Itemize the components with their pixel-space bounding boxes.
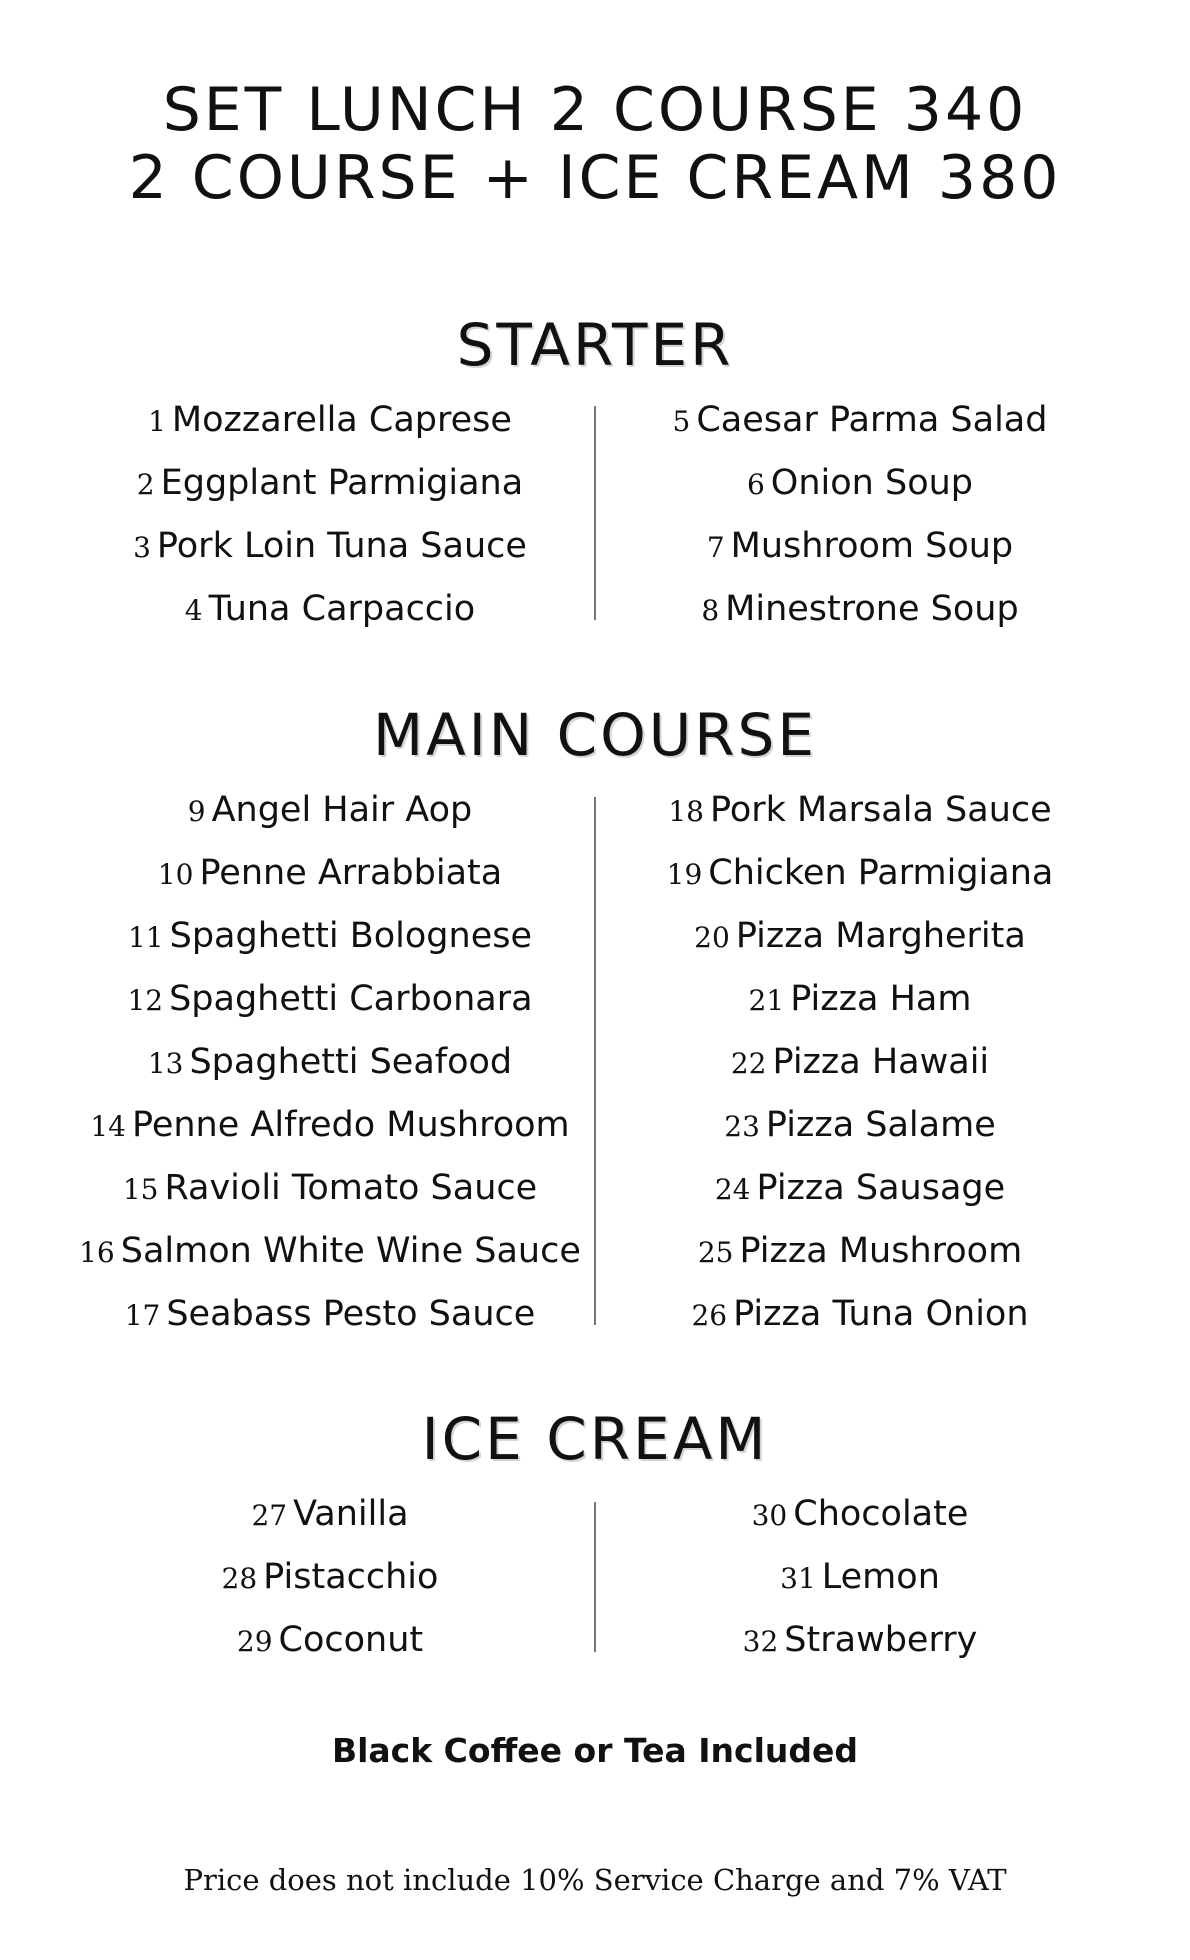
menu-item: [595, 1609, 1125, 1672]
menu-item: [65, 905, 595, 968]
menu-item-name: Spaghetti Seafood: [189, 1042, 513, 1082]
menu-item: [65, 515, 595, 578]
starter-list-left: [65, 389, 595, 641]
menu-item: [65, 1283, 595, 1346]
menu-item-name: Pizza Salame: [765, 1105, 996, 1145]
menu-item-number: 24: [714, 1173, 751, 1206]
menu-item-number: 29: [236, 1625, 273, 1658]
menu-item: [65, 389, 595, 452]
menu-item-number: 25: [697, 1236, 734, 1269]
menu-item-number: 15: [122, 1173, 159, 1206]
menu-item-number: 1: [148, 405, 166, 438]
menu-item-name: Coconut: [278, 1620, 424, 1660]
main-course-heading: MAIN COURSE: [372, 701, 817, 769]
menu-item-name: Minestrone Soup: [725, 589, 1019, 629]
menu-item-number: 8: [701, 594, 720, 627]
menu-item-number: 14: [90, 1110, 126, 1143]
menu-item-number: 4: [184, 594, 203, 627]
menu-item: [65, 578, 595, 641]
menu-item: [595, 578, 1125, 641]
menu-item-name: Lemon: [821, 1557, 940, 1597]
menu-item-name: Penne Arrabbiata: [199, 853, 503, 893]
set-lunch-price-line-2: 2 COURSE + ICE CREAM 380: [128, 143, 1062, 213]
menu-item-number: 13: [147, 1047, 184, 1080]
price-footnote: Price does not include 10% Service Charge and 7% VAT: [183, 1863, 1007, 1897]
starter-list-right: [595, 389, 1125, 641]
menu-item-name: Onion Soup: [770, 463, 974, 503]
menu-item-name: Pizza Tuna Onion: [733, 1294, 1029, 1334]
starter-heading: STARTER: [456, 311, 734, 379]
menu-item-number: 6: [746, 468, 765, 501]
menu-item-name: Pork Loin Tuna Sauce: [156, 526, 527, 566]
menu-item: [65, 968, 595, 1031]
ice-cream-list-right: [595, 1483, 1125, 1672]
menu-item: [65, 842, 595, 905]
menu-item-name: Ravioli Tomato Sauce: [164, 1168, 538, 1208]
menu-item-number: 28: [221, 1562, 258, 1595]
beverage-included-note: Black Coffee or Tea Included: [331, 1731, 859, 1770]
menu-item-name: Caesar Parma Salad: [696, 400, 1048, 440]
menu-item-name: Eggplant Parmigiana: [160, 463, 524, 503]
menu-item: [595, 515, 1125, 578]
menu-item: [595, 842, 1125, 905]
menu-item: [65, 779, 595, 842]
menu-item: [65, 1483, 595, 1546]
menu-item: [595, 1031, 1125, 1094]
main-course-list-left: [65, 779, 595, 1346]
menu-item-name: Pizza Ham: [790, 979, 972, 1019]
ice-cream-heading: ICE CREAM: [421, 1405, 769, 1473]
menu-item-name: Chicken Parmigiana: [708, 853, 1054, 893]
menu-item-number: 17: [124, 1299, 161, 1332]
menu-item-name: Spaghetti Carbonara: [169, 979, 533, 1019]
menu-item-number: 9: [187, 795, 206, 828]
menu-item-name: Pizza Sausage: [756, 1168, 1006, 1208]
menu-item: [595, 1283, 1125, 1346]
menu-item: [65, 1609, 595, 1672]
menu-item-number: 3: [133, 531, 151, 564]
menu-item-name: Angel Hair Aop: [211, 790, 473, 830]
set-lunch-price-line-1: SET LUNCH 2 COURSE 340: [162, 75, 1028, 145]
menu-item: [595, 1220, 1125, 1283]
menu-item-name: Seabass Pesto Sauce: [166, 1294, 536, 1334]
menu-item-name: Pizza Hawaii: [772, 1042, 990, 1082]
menu-item-name: Pizza Margherita: [735, 916, 1026, 956]
menu-item-name: Vanilla: [293, 1494, 409, 1534]
menu-item-name: Spaghetti Bolognese: [169, 916, 532, 956]
menu-item-name: Tuna Carpaccio: [208, 589, 476, 629]
menu-item: [65, 1157, 595, 1220]
menu-item-number: 23: [724, 1110, 760, 1143]
menu-item-number: 10: [157, 858, 194, 891]
menu-item-number: 18: [668, 795, 704, 828]
menu-item-name: Pistacchio: [263, 1557, 439, 1597]
menu-item-name: Chocolate: [793, 1494, 969, 1534]
menu-item: [65, 1094, 595, 1157]
menu-item-number: 19: [666, 858, 703, 891]
menu-item: [65, 1546, 595, 1609]
menu-item-name: Strawberry: [784, 1620, 978, 1660]
ice-cream-list-left: [65, 1483, 595, 1672]
menu-item: [65, 1031, 595, 1094]
menu-item-number: 21: [748, 984, 785, 1017]
menu-item-name: Penne Alfredo Mushroom: [131, 1105, 570, 1145]
menu-item: [595, 1483, 1125, 1546]
menu-item-number: 20: [694, 921, 730, 954]
menu-item: [595, 779, 1125, 842]
menu-item-number: 27: [251, 1499, 288, 1532]
menu-item-name: Mozzarella Caprese: [171, 400, 512, 440]
menu-item-number: 26: [691, 1299, 728, 1332]
menu-item: [595, 389, 1125, 452]
menu-item-number: 32: [742, 1625, 779, 1658]
menu-item: [595, 452, 1125, 515]
menu-item: [595, 968, 1125, 1031]
menu-item-number: 16: [79, 1236, 115, 1269]
menu-item-name: Pizza Mushroom: [739, 1231, 1023, 1271]
menu-item-number: 12: [127, 984, 164, 1017]
menu-item-number: 5: [672, 405, 691, 438]
menu-item-number: 30: [751, 1499, 788, 1532]
menu-item-number: 2: [136, 468, 155, 501]
menu-item-name: Pork Marsala Sauce: [709, 790, 1052, 830]
menu-item-number: 31: [780, 1562, 816, 1595]
menu-item: [595, 905, 1125, 968]
menu-item: [595, 1546, 1125, 1609]
menu-item-name: Salmon White Wine Sauce: [120, 1231, 581, 1271]
menu-item: [595, 1157, 1125, 1220]
menu-item: [65, 452, 595, 515]
menu-item-name: Mushroom Soup: [730, 526, 1014, 566]
menu-item: [65, 1220, 595, 1283]
menu-item-number: 7: [706, 531, 725, 564]
menu-item: [595, 1094, 1125, 1157]
main-course-list-right: [595, 779, 1125, 1346]
menu-item-number: 11: [127, 921, 164, 954]
menu-item-number: 22: [730, 1047, 767, 1080]
